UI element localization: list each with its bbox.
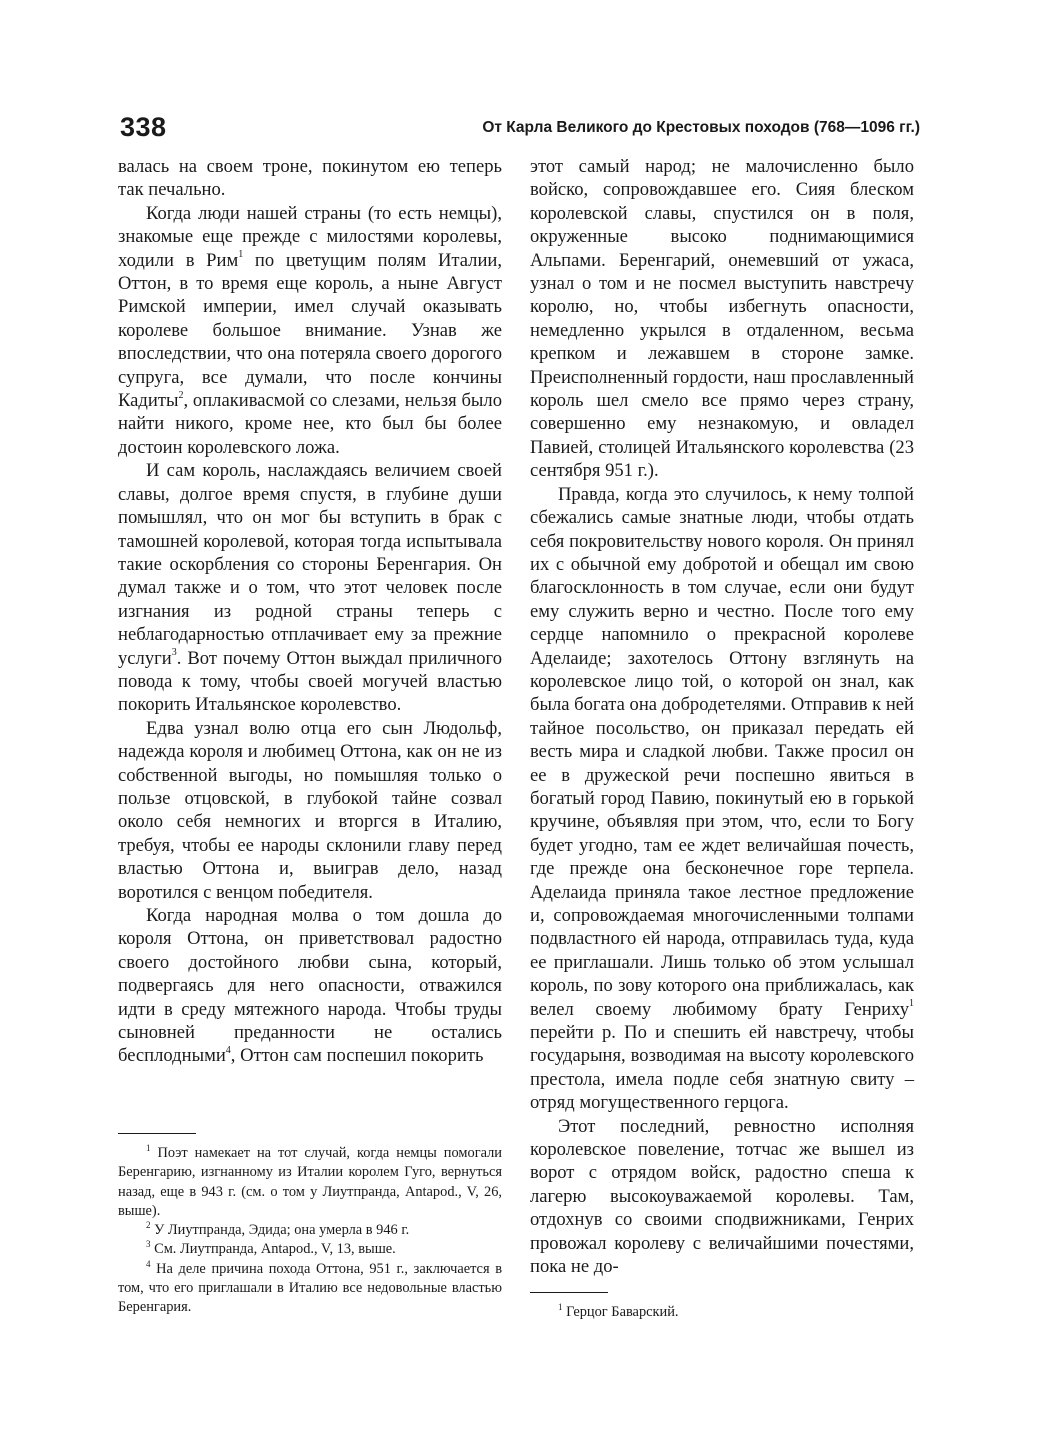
- paragraph: И сам король, наслаждаясь величием своей славы, долгое время спустя, в глубине души помышлял, что он мог бы вступить в брак с тамошней королевой, которая тогда испытывала такие оскорбления со стороны Беренгария. Он думал также и о том, что этот человек после изгнания из родной страны теперь с неблагодарностью отплачивает ему за прежние услуги$^3$. Вот почему Оттон выждал приличного повода к тому, чтобы своей могучей властью покорить Итальянское королевство.: [118, 460, 502, 716]
- footnote-rule: [530, 1292, 608, 1293]
- footnote: $^3$ См. Лиутпранда, Antapod., V, 13, выше.: [146, 1239, 396, 1258]
- paragraph: Правда, когда это случилось, к нему толпой сбежались самые знатные люди, чтобы отдать себя покровительству нового короля. Он принял их с обычной ему добротой и обещал им свою благосклонность в том случае, если они будут ему служить верно и честно. После того ему сердце напомнило о прекрасной королеве Аделаиде; захотелось Оттону взглянуть на королевское лицо той, о которой он знал, как была богата она добродетелями. Отправив к ней тайное посольство, он приказал передать ей весть мира и сладкой любви. Также просил он ее в дружеской речи поспешно явиться в богатый город Павию, покинутый ею в горькой кручине, объявляя при этом, что, если то Богу будет угодно, там ее ждет величайшая почесть, где прежде она бесконечное горе терпела. Аделаида приняла такое лестное предложение и, сопровождаемая многочисленными толпами подвластного ей народа, отправилась туда, куда ее приглашали. Лишь только об этом услышал король, по зову которого она приближалась, как велел своему любимому брату Генриху$^1$ перейти р. По и спешить ей навстречу, чтобы государыня, возводимая на высоту королевского престола, имела подле себя знатную свиту – отряд могущественного герцога.: [530, 483, 914, 1114]
- footnote: $^2$ У Лиутпранда, Эдида; она умерла в 946 г.: [146, 1220, 410, 1239]
- paragraph: Когда народная молва о том дошла до короля Оттона, он приветствовал радостно своего достойного любви сына, который, подвергаясь для него опасности, отважился идти в среду мятежного народа. Чтобы труды сыновней преданности не остались бесплодными$^4$, Оттон сам поспешил покорить: [118, 905, 502, 1067]
- footnote: $^4$ На деле причина похода Оттона, 951 г., заключается в том, что его приглашали в Италию все недовольные властью Беренгария.: [118, 1258, 502, 1316]
- paragraph: Едва узнал волю отца его сын Людольф, надежда короля и любимец Оттона, как он не из собственной выгоды, но помышляя только о пользе отцовской, в глубокой тайне созвал около себя немногих и вторгся в Италию, требуя, чтобы ее народы склонили главу перед властью Оттона и, выиграв дело, назад воротился с венцом победителя.: [118, 717, 502, 903]
- left-column: [118, 155, 502, 1316]
- footnote-ref: 2: [178, 389, 184, 401]
- paragraph: Этот последний, ревностно исполняя королевское повеление, тотчас же вышел из ворот с отрядом войск, радостно спеша к лагерю высокоуважаемой королевы. Там, отдохнув со своими сподвижниками, Генрих провожал королеву с величайшими почестями, пока не до-: [530, 1115, 914, 1278]
- page-number: 338: [120, 112, 167, 142]
- left-footnotes: [118, 1133, 502, 1318]
- running-title: От Карла Великого до Крестовых походов (768—1096 гг.): [482, 119, 920, 136]
- page-header: [120, 110, 920, 150]
- right-column: [530, 155, 914, 1320]
- footnote-ref: 4: [225, 1045, 231, 1057]
- footnote: $^1$ Поэт намекает на тот случай, когда немцы помогали Беренгарию, изгнанному из Италии королем Гуго, вернуться назад, еще в 943 г. (см. о том у Лиутпранда, Antapod., V, 26, выше).: [118, 1143, 502, 1219]
- footnote: $^1$ Герцог Баварский.: [558, 1302, 679, 1320]
- footnote-ref: 3: [171, 647, 177, 659]
- paragraph: Когда люди нашей страны (то есть немцы), знакомые еще прежде с милостями королевы, ходили в Рим$^1$ по цветущим полям Италии, Оттон, в то время еще король, а ныне Август Римской империи, имел случай оказывать королеве большое внимание. Узнав же впоследствии, что она потеряла своего дорогого супруга, все думали, что после кончины Кадиты$^2$, оплакивасмой со слезами, нельзя было найти никого, кроме нее, кто был бы более достоин королевского ложа.: [118, 202, 502, 458]
- paragraph: этот самый народ; не малочисленно было войско, сопровождавшее его. Сияя блеском королевской славы, спустился он в поля, окруженные высоко поднимающимися Альпами. Беренгарий, онемевший от ужаса, узнал о том и не посмел выступить навстречу королю, но, чтобы избегнуть опасности, немедленно укрылся в отдаленном, весьма крепком и лежавшем в стороне замке. Преисполненный гордости, наш прославленный король шел смело все прямо через страну, совершенно ему незнакомую, и овладел Павией, столицей Итальянского королевства (23 сентября 951 г.).: [530, 156, 914, 482]
- left-body-text: [118, 155, 502, 1068]
- footnote-ref: 1: [238, 249, 244, 261]
- footnote-rule: [118, 1133, 196, 1134]
- right-body-text: [530, 155, 914, 1279]
- paragraph: валась на своем троне, покинутом ею теперь так печально.: [118, 156, 502, 201]
- footnote-ref: 1: [909, 998, 914, 1010]
- right-footnotes: [530, 1292, 914, 1322]
